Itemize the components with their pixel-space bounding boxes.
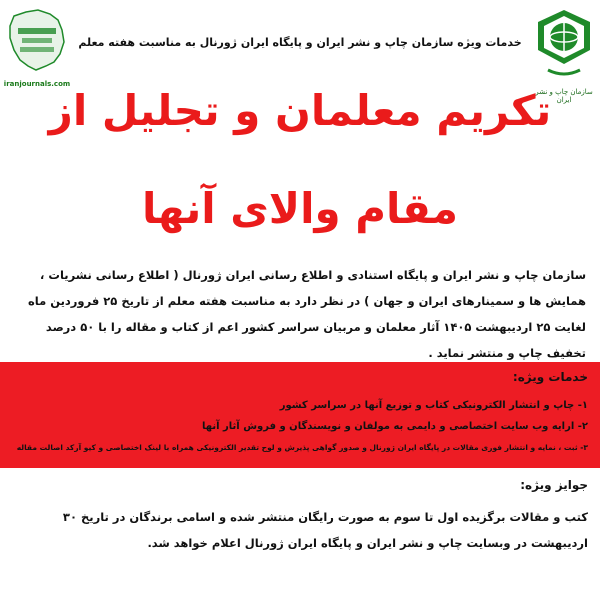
header-title: خدمات ویژه سازمان چاپ و نشر ایران و پایگاه ایران ژورنال به مناسبت هفته معلم — [78, 36, 522, 49]
services-title: خدمات ویژه: — [512, 370, 588, 384]
service-item: ۳- ثبت ، نمایه و انتشار فوری مقالات در پایگاه ایران ژورنال و صدور گواهی پذیرش و لوح تقدیر الکترونیکی همراه با لینک اختصاصی و کیو آرکد اصالت مقاله — [16, 443, 588, 452]
headline-line-2: مقام والای آنها — [142, 184, 458, 233]
globe-emblem-logo-icon — [534, 8, 594, 88]
service-item: ۱- چاپ و انتشار الکترونیکی کتاب و توزیع آنها در سراسر کشور — [279, 400, 588, 411]
service-item: ۲- ارایه وب سایت اختصاصی و دایمی به مولفان و نویسندگان و فروش آثار آنها — [202, 421, 588, 432]
awards-paragraph: کتب و مقالات برگزیده اول تا سوم به صورت رایگان منتشر شده و اسامی برندگان در تاریخ ۳۰ اردیبهشت در وبسایت چاپ و نشر ایران و پایگاه ایران ژورنال اعلام خواهد شد. — [62, 510, 588, 550]
logo-site-text: iranjournals.com — [3, 80, 71, 88]
services-band — [0, 362, 600, 468]
awards-title: جوایز ویژه: — [520, 478, 588, 492]
intro-paragraph: سازمان چاپ و نشر ایران و پایگاه استنادی و اطلاع رسانی ایران ژورنال ( اطلاع رسانی نشریات ، همایش ها و سمینارهای ایران و جهان ) در نظر دارد به مناسبت هفته معلم از تاریخ ۲۵ فروردین ماه لغایت ۲۵ اردیبهشت ۱۴۰۵ آثار معلمان و مربیان سراسر کشور اعم از کتاب و مقاله را با ۵۰ درصد تخفیف چاپ و منتشر نماید . — [28, 268, 586, 360]
headline-line-1: تکریم معلمان و تجلیل از — [48, 86, 552, 135]
logo-caption: سازمان چاپ و نشر ایران — [535, 88, 593, 104]
